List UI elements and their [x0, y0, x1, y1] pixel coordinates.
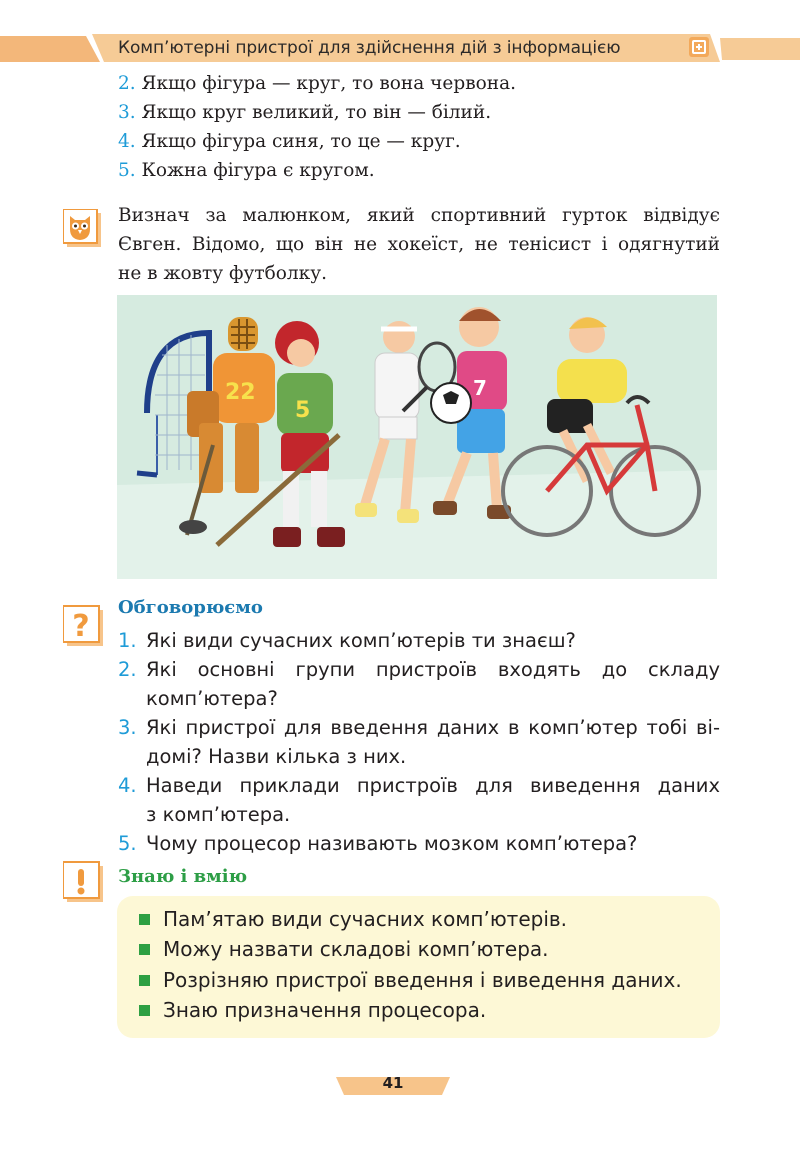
- green-bullet-icon: [139, 1005, 150, 1016]
- discuss-title: Обговорюємо: [118, 597, 263, 618]
- task-text: Визнач за малюнком, який спортивний гурток відвідує Євген. Відомо, що він не хокеїст, не тенісист і одягнутий не в жовту футболку.: [118, 205, 720, 284]
- owl-icon: [63, 209, 105, 249]
- know-title: Знаю і вмію: [118, 866, 248, 887]
- question-item: 5. Чому процесор називають мозком комп’ютера?: [118, 832, 638, 855]
- know-item: Знаю призначення процесора.: [139, 996, 486, 1024]
- running-header-title: Комп’ютерні пристрої для здійснення дій з інформацією: [118, 38, 621, 58]
- know-item: Можу назвати складові комп’ютера.: [139, 935, 549, 963]
- green-bullet-icon: [139, 944, 150, 955]
- statement-item: 4. Якщо фігура синя, то це — круг.: [118, 131, 461, 152]
- know-box: [117, 896, 720, 1038]
- discuss-question-list: [118, 626, 720, 858]
- goalie-jersey-number: 22: [225, 380, 256, 405]
- footballer-jersey-number: 7: [473, 376, 487, 400]
- question-item: 3. Які пристрої для введення даних в комп’ютер тобі ві- домі? Назви кілька з них.: [118, 716, 720, 768]
- statement-item: 5. Кожна фігура є кругом.: [118, 160, 375, 181]
- sports-illustration: [117, 295, 717, 579]
- question-item: 1. Які види сучасних комп’ютерів ти знаєш?: [118, 629, 576, 652]
- hockey-player-jersey-number: 5: [295, 398, 311, 423]
- question-item: 2. Які основні групи пристроїв входять до складу комп’ютера?: [118, 658, 720, 710]
- statement-item: 3. Якщо круг великий, то він — білий.: [118, 102, 492, 123]
- svg-text:?: ?: [72, 609, 90, 644]
- chapter-icon: [688, 36, 710, 58]
- know-item: Пам’ятаю види сучасних комп’ютерів.: [139, 905, 567, 933]
- statement-item: 2. Якщо фігура — круг, то вона червона.: [118, 73, 516, 94]
- exclamation-icon: [63, 860, 105, 904]
- know-item: Розрізняю пристрої введення і виведення даних.: [139, 966, 682, 994]
- green-bullet-icon: [139, 975, 150, 986]
- question-icon: [63, 604, 105, 648]
- page-number: 41: [382, 1074, 404, 1092]
- green-bullet-icon: [139, 914, 150, 925]
- question-item: 4. Наведи приклади пристроїв для виведення даних з комп’ютера.: [118, 774, 720, 826]
